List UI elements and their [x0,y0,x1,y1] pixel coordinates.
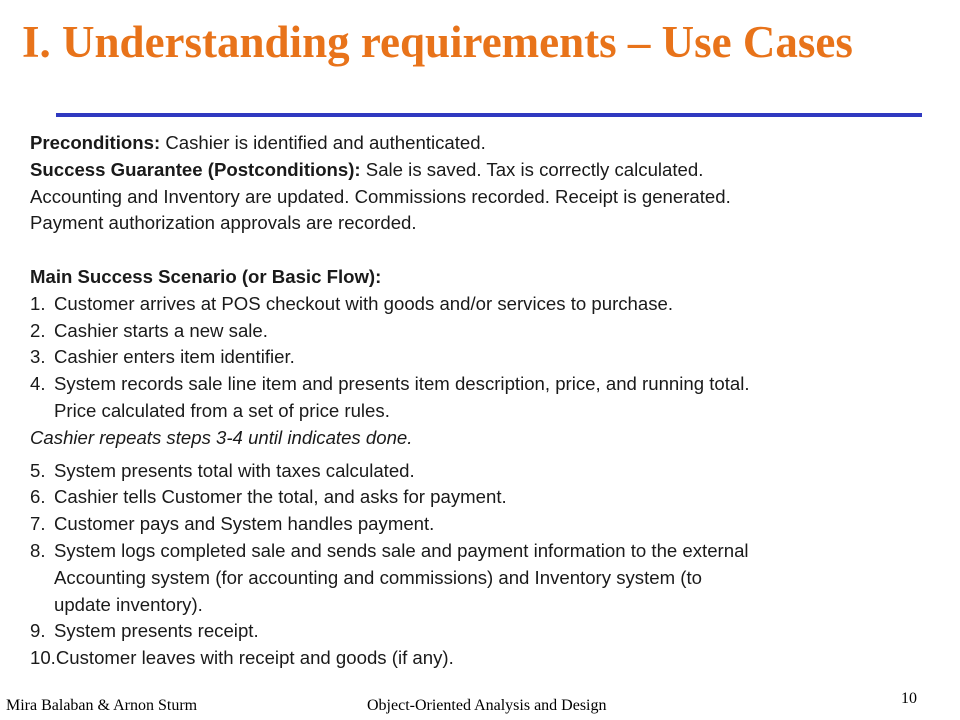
step-item [30,645,930,672]
step-number: 9. [30,620,46,642]
step-number: 7. [30,513,46,535]
postconditions-line-3: Payment authorization approvals are recorded. [30,212,417,234]
scenario-heading: Main Success Scenario (or Basic Flow): [30,265,382,287]
step-item [30,618,930,645]
step-number: 10. [30,647,56,669]
step-number: 8. [30,539,46,561]
step-item [30,371,930,398]
step-continuation: update inventory). [54,593,203,615]
title-underline [56,113,922,117]
step-item [30,538,930,565]
postconditions-line-2: Accounting and Inventory are updated. Commissions recorded. Receipt is generated. [30,185,731,207]
footer-authors: Mira Balaban & Arnon Sturm [6,697,198,714]
step-text: System logs completed sale and sends sale and payment information to the external [54,539,749,561]
postconditions-text-1: Sale is saved. Tax is correctly calculated. [360,158,704,180]
postconditions-line-1 [30,157,930,184]
step-item [30,318,930,345]
page-number: 10 [901,690,917,707]
step-text: System presents total with taxes calculated. [54,459,415,481]
step-text: Customer arrives at POS checkout with goods and/or services to purchase. [54,292,674,314]
repeat-note: Cashier repeats steps 3-4 until indicates done. [30,426,413,448]
step-number: 1. [30,292,46,314]
step-number: 4. [30,373,46,395]
slide-title: I. Understanding requirements – Use Cases [22,17,853,67]
preconditions-text: Cashier is identified and authenticated. [160,132,486,153]
step-text: System records sale line item and presents item description, price, and running total. [54,373,750,395]
step-item [30,511,930,538]
postconditions-label: Success Guarantee (Postconditions): [30,158,361,180]
use-case-text [30,130,930,672]
preconditions-label: Preconditions: [30,132,161,153]
step-item [30,291,930,318]
step-number: 2. [30,319,46,341]
preconditions-line [30,130,930,157]
step-item [30,458,930,485]
step-number: 5. [30,459,46,481]
step-item [30,344,930,371]
step-text: Cashier starts a new sale. [54,319,268,341]
step-continuation: Accounting system (for accounting and commissions) and Inventory system (to [54,566,702,588]
step-item [30,484,930,511]
footer-course: Object-Oriented Analysis and Design [367,697,607,714]
step-text: Customer leaves with receipt and goods (if any). [55,647,454,669]
step-number: 3. [30,346,46,368]
step-text: Customer pays and System handles payment. [54,513,435,535]
spacer [30,237,930,264]
step-number: 6. [30,486,46,508]
step-text: Cashier enters item identifier. [54,346,295,368]
step-text: Cashier tells Customer the total, and asks for payment. [54,486,507,508]
step-text: System presents receipt. [54,620,259,642]
step-continuation: Price calculated from a set of price rules. [54,399,390,421]
